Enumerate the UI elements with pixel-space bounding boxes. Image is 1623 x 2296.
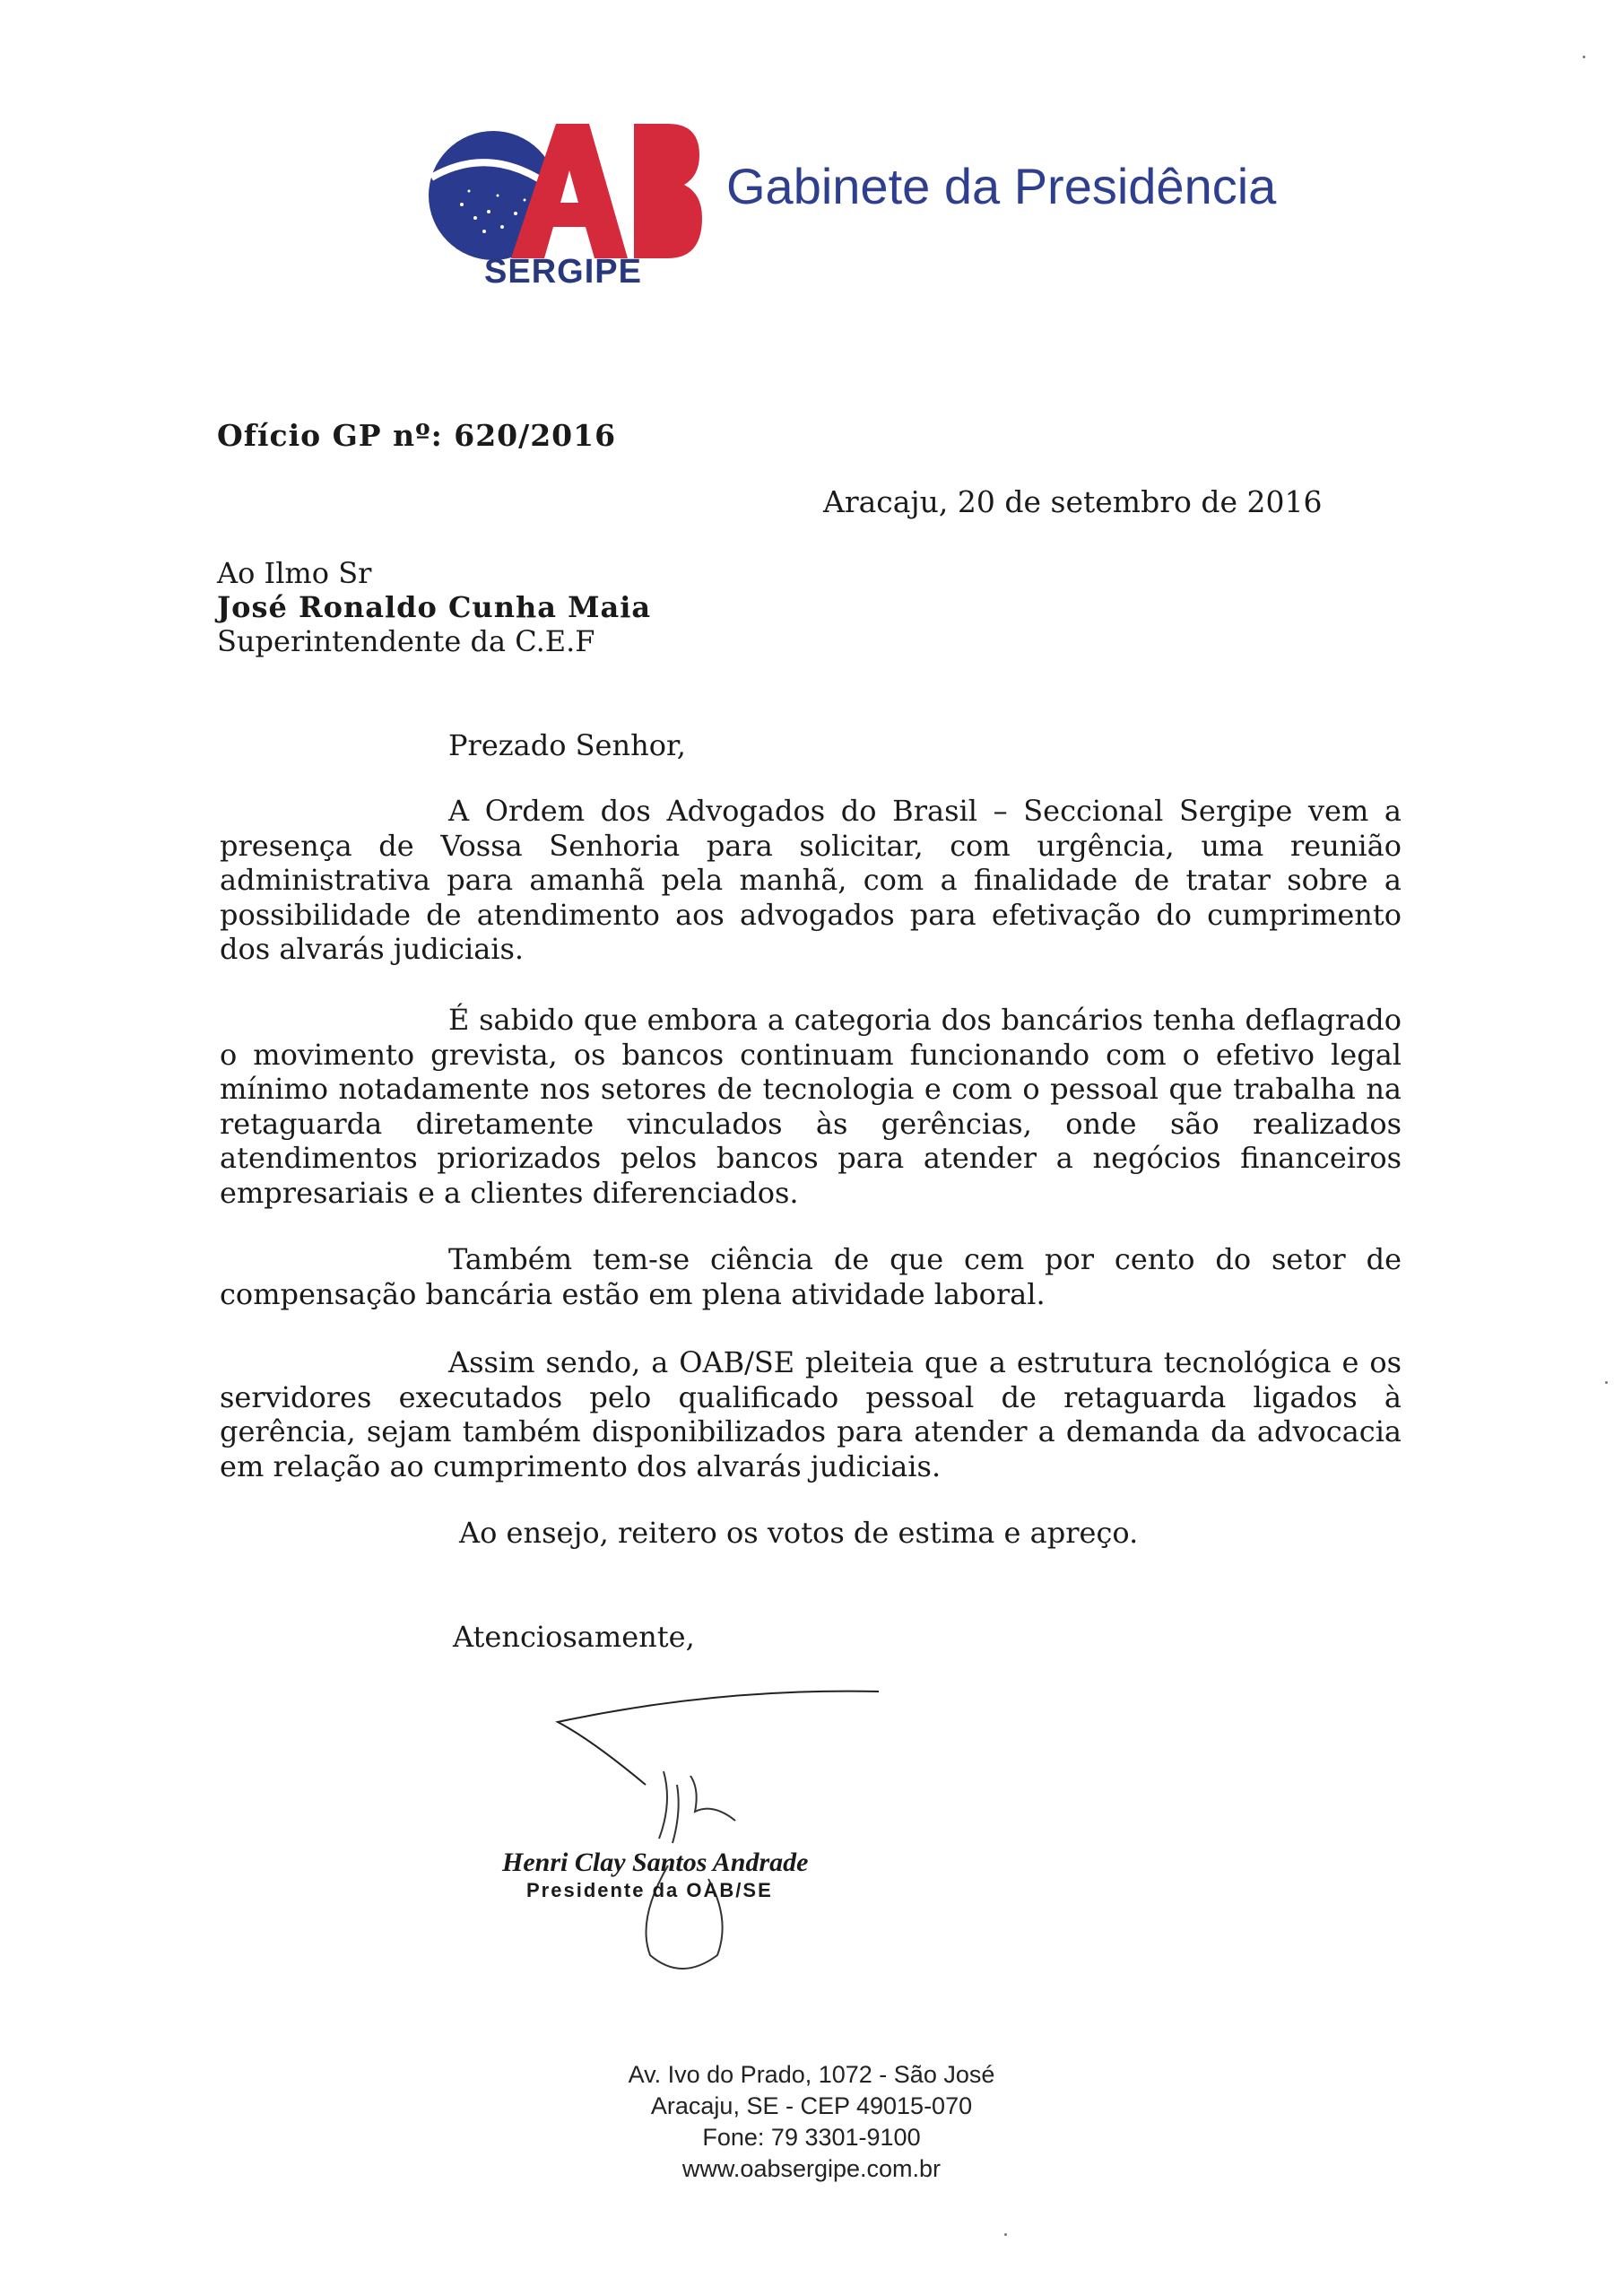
signer-role: Presidente da OAB/SE — [526, 1879, 773, 1901]
section-name: SERGIPE — [484, 253, 642, 291]
footer-phone: Fone: 79 3301-9100 — [702, 2124, 921, 2151]
signer-name: Henri Clay Santos Andrade — [502, 1848, 809, 1877]
scan-speck — [1605, 1381, 1608, 1384]
recipient-salutation: Ao Ilmo Sr — [217, 556, 372, 590]
body-paragraph: Assim sendo, a OAB/SE pleiteia que a estrutura tecnológica e os servidores executados pelo qualificado pessoal de retaguarda ligados à gerência, sejam também disponibilizados para atender a demanda da advocacia em relação ao cumprimento dos alvarás judiciais. — [220, 1345, 1402, 1483]
body-paragraph: É sabido que embora a categoria dos bancários tenha deflagrado o movimento grevista, os bancos continuam funcionando com o efetivo legal mínimo notadamente nos setores de tecnologia e com o pessoal que trabalha na retaguarda diretamente vinculados às gerências, onde são realizados atendimentos priorizados pelos bancos para atender a negócios financeiros empresariais e a clientes diferenciados. — [220, 1003, 1402, 1210]
letter-reference: Ofício GP nº: 620/2016 — [217, 418, 617, 453]
closing: Atenciosamente, — [453, 1620, 695, 1654]
recipient-title: Superintendente da C.E.F — [217, 624, 595, 658]
body-paragraph: Também tem-se ciência de que cem por cento do setor de compensação bancária estão em plena atividade laboral. — [220, 1242, 1402, 1311]
scan-speck — [1004, 2233, 1007, 2236]
footer-address: Av. Ivo do Prado, 1072 - São José — [628, 2061, 995, 2088]
office-title: Gabinete da Presidência — [726, 158, 1277, 214]
recipient-name: José Ronaldo Cunha Maia — [217, 590, 652, 624]
body-paragraph-final: Ao ensejo, reitero os votos de estima e apreço. — [459, 1516, 1139, 1550]
body-paragraph: A Ordem dos Advogados do Brasil – Seccional Sergipe vem a presença de Vossa Senhoria para solicitar, com urgência, uma reunião administrativa para amanhã pela manhã, com a finalidade de tratar sobre a possibilidade de atendimento aos advogados para efetivação do cumprimento dos alvarás judiciais. — [220, 794, 1402, 966]
footer-city: Aracaju, SE - CEP 49015-070 — [650, 2092, 973, 2119]
scan-speck — [1583, 56, 1585, 58]
letter-date: Aracaju, 20 de setembro de 2016 — [823, 484, 1323, 519]
footer-website: www.oabsergipe.com.br — [681, 2155, 942, 2182]
handwritten-signature — [538, 1686, 897, 1991]
greeting: Prezado Senhor, — [448, 728, 686, 762]
